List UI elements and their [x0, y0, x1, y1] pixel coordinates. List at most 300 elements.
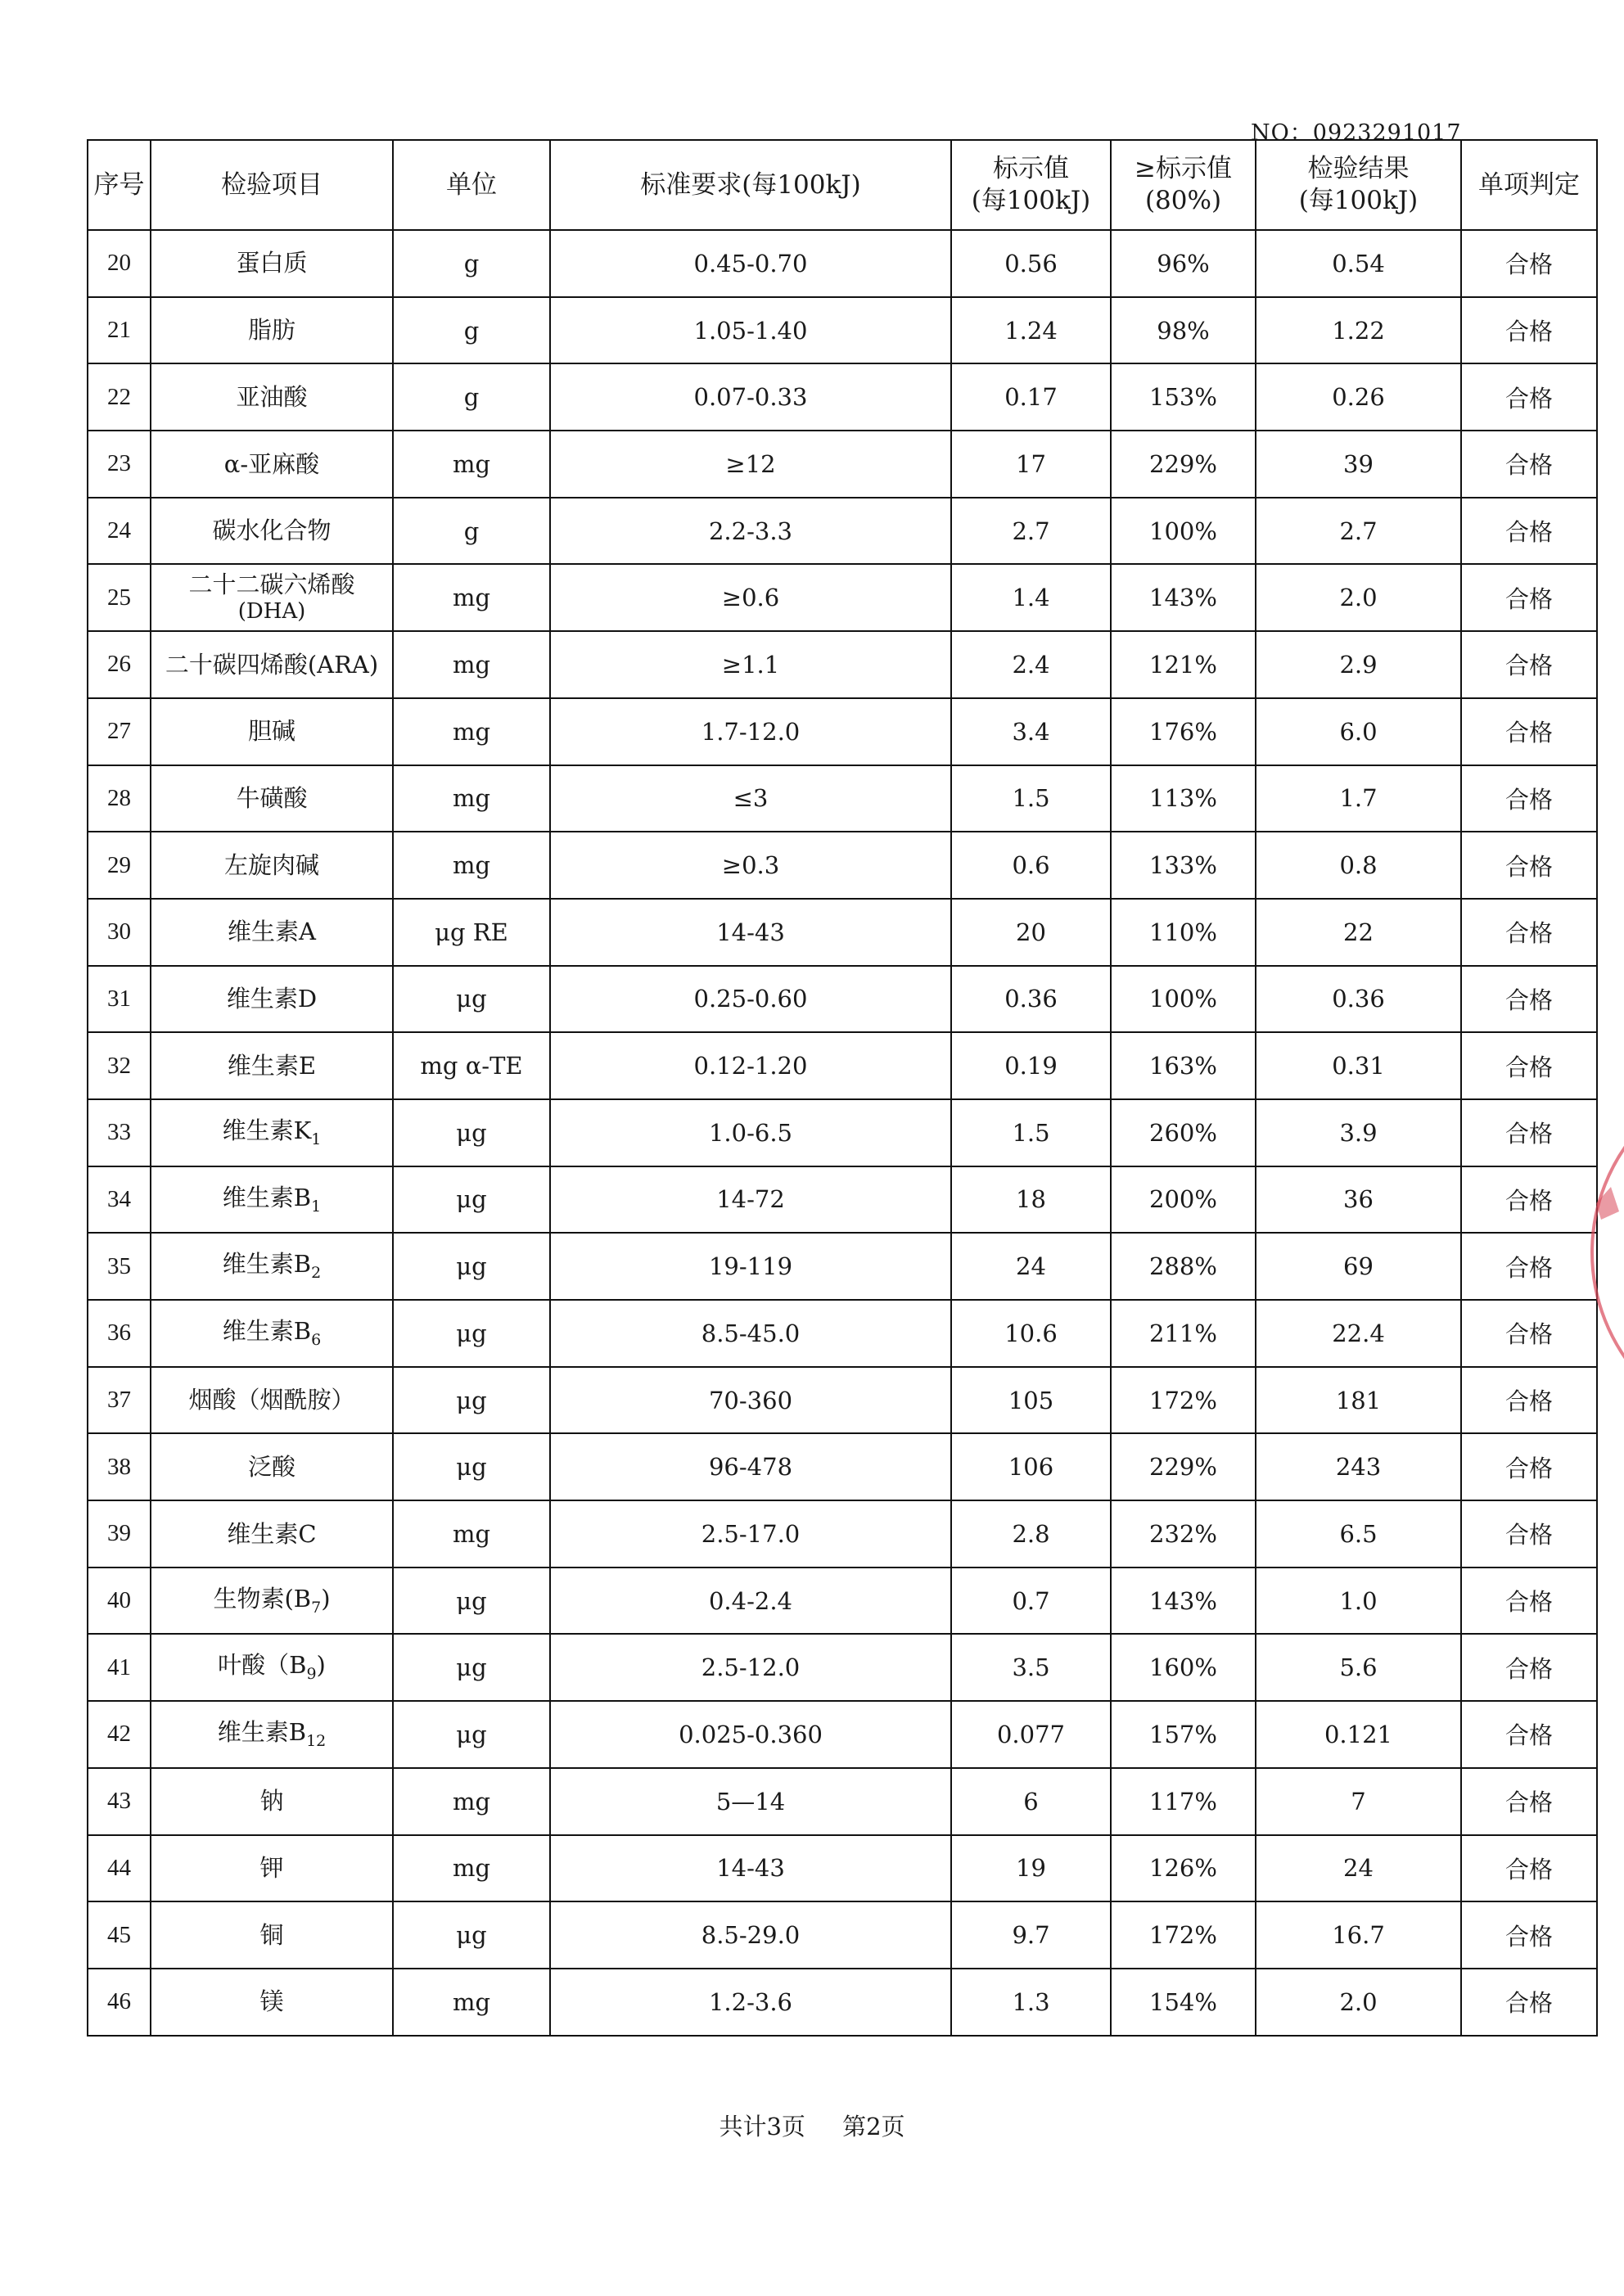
cell-unit: mg [393, 564, 550, 631]
item-name: 维生素B [222, 1183, 312, 1211]
cell-seq: 34 [88, 1166, 151, 1234]
item-suffix: ) [316, 1651, 326, 1680]
cell-claim: 10.6 [951, 1300, 1111, 1367]
cell-verdict: 合格 [1461, 1568, 1597, 1635]
footer-total-pages: 共计3页 [719, 2113, 805, 2140]
table-row [88, 1500, 1597, 1568]
cell-verdict: 合格 [1461, 1969, 1597, 2036]
cell-seq: 37 [88, 1367, 151, 1434]
cell-verdict: 合格 [1461, 297, 1597, 364]
cell-seq: 32 [88, 1032, 151, 1099]
cell-std: ≥1.1 [550, 631, 951, 698]
cell-claim: 2.8 [951, 1500, 1111, 1568]
cell-seq: 38 [88, 1433, 151, 1500]
cell-std: 8.5-29.0 [550, 1901, 951, 1969]
cell-unit: mg [393, 631, 550, 698]
item-name: 蛋白质 [236, 249, 308, 277]
cell-claim: 24 [951, 1233, 1111, 1300]
cell-std: 0.45-0.70 [550, 230, 951, 297]
cell-unit: μg [393, 966, 550, 1033]
table-row [88, 631, 1597, 698]
cell-std: 1.2-3.6 [550, 1969, 951, 2036]
item-name: 左旋肉碱 [223, 850, 319, 879]
header-claim-line1: 标示值 [993, 154, 1069, 184]
item-name: α-亚麻酸 [223, 449, 320, 478]
cell-pct: 126% [1111, 1835, 1256, 1902]
cell-unit: mg [393, 431, 550, 498]
cell-seq: 22 [88, 363, 151, 431]
cell-item [151, 1500, 393, 1568]
cell-seq: 45 [88, 1901, 151, 1969]
page-footer [0, 2109, 1624, 2142]
item-suffix: ) [321, 1584, 331, 1613]
cell-pct: 154% [1111, 1969, 1256, 2036]
item-name: 维生素E [227, 1051, 317, 1080]
seal-fragment [1596, 1187, 1619, 1220]
cell-claim: 20 [951, 899, 1111, 966]
cell-pct: 260% [1111, 1099, 1256, 1166]
table-row [88, 230, 1597, 297]
cell-seq: 36 [88, 1300, 151, 1367]
cell-item [151, 631, 393, 698]
cell-res: 6.0 [1256, 698, 1461, 765]
cell-std: 0.4-2.4 [550, 1568, 951, 1635]
cell-res: 22.4 [1256, 1300, 1461, 1367]
cell-std: 2.2-3.3 [550, 498, 951, 565]
cell-claim: 0.7 [951, 1568, 1111, 1635]
seal-ring [1592, 1080, 1624, 1424]
cell-unit: g [393, 498, 550, 565]
cell-std: 14-43 [550, 899, 951, 966]
item-name: 维生素A [228, 918, 316, 946]
cell-res: 1.0 [1256, 1568, 1461, 1635]
cell-item [151, 1099, 393, 1166]
cell-seq: 33 [88, 1099, 151, 1166]
cell-unit: mg [393, 1969, 550, 2036]
cell-item [151, 431, 393, 498]
cell-pct: 176% [1111, 698, 1256, 765]
cell-res: 181 [1256, 1367, 1461, 1434]
item-name: 钠 [259, 1787, 284, 1816]
cell-seq: 27 [88, 698, 151, 765]
cell-item [151, 1835, 393, 1902]
cell-pct: 232% [1111, 1500, 1256, 1568]
cell-unit: mg [393, 765, 550, 832]
header-result-line2: (每100kJ) [1298, 186, 1419, 215]
cell-unit: μg [393, 1099, 550, 1166]
cell-verdict: 合格 [1461, 631, 1597, 698]
item-subscript: 2 [311, 1264, 322, 1283]
cell-verdict: 合格 [1461, 431, 1597, 498]
item-name: 维生素B [222, 1317, 312, 1346]
cell-verdict: 合格 [1461, 1367, 1597, 1434]
table-row [88, 363, 1597, 431]
cell-item [151, 765, 393, 832]
cell-unit: mg [393, 1835, 550, 1902]
cell-res: 24 [1256, 1835, 1461, 1902]
cell-unit: μg [393, 1367, 550, 1434]
table-row [88, 1568, 1597, 1635]
cell-res: 0.54 [1256, 230, 1461, 297]
cell-pct: 121% [1111, 631, 1256, 698]
cell-seq: 42 [88, 1701, 151, 1768]
item-name: 脂肪 [247, 316, 295, 345]
header-percent-line1: ≥标示值 [1135, 154, 1232, 184]
cell-verdict: 合格 [1461, 1835, 1597, 1902]
cell-unit: μg [393, 1634, 550, 1701]
cell-res: 2.0 [1256, 1969, 1461, 2036]
cell-unit: g [393, 363, 550, 431]
cell-std: 1.05-1.40 [550, 297, 951, 364]
seal-stamp [1580, 1080, 1624, 1424]
cell-std: 2.5-12.0 [550, 1634, 951, 1701]
cell-std: 70-360 [550, 1367, 951, 1434]
cell-verdict: 合格 [1461, 564, 1597, 631]
cell-res: 7 [1256, 1768, 1461, 1835]
table-row [88, 1901, 1597, 1969]
cell-verdict: 合格 [1461, 698, 1597, 765]
cell-item [151, 363, 393, 431]
table-row [88, 832, 1597, 899]
cell-seq: 26 [88, 631, 151, 698]
cell-std: ≥12 [550, 431, 951, 498]
item-name: 维生素D [226, 985, 318, 1013]
cell-pct: 200% [1111, 1166, 1256, 1234]
table-row [88, 498, 1597, 565]
header-claim [951, 140, 1111, 230]
item-name: 维生素K [222, 1116, 312, 1144]
cell-res: 6.5 [1256, 1500, 1461, 1568]
cell-verdict: 合格 [1461, 765, 1597, 832]
header-standard: 标准要求(每100kJ) [550, 140, 951, 230]
cell-claim: 0.17 [951, 363, 1111, 431]
item-name: 泛酸 [247, 1452, 295, 1481]
table-row [88, 297, 1597, 364]
cell-claim: 18 [951, 1166, 1111, 1234]
cell-verdict: 合格 [1461, 1166, 1597, 1234]
cell-verdict: 合格 [1461, 1099, 1597, 1166]
item-name: 维生素B [222, 1250, 312, 1279]
cell-pct: 160% [1111, 1634, 1256, 1701]
cell-claim: 1.24 [951, 297, 1111, 364]
header-verdict: 单项判定 [1461, 140, 1597, 230]
cell-unit: μg [393, 1568, 550, 1635]
cell-item [151, 498, 393, 565]
cell-item [151, 1634, 393, 1701]
cell-verdict: 合格 [1461, 832, 1597, 899]
table-row [88, 1768, 1597, 1835]
cell-seq: 31 [88, 966, 151, 1033]
cell-claim: 3.5 [951, 1634, 1111, 1701]
footer-page-number: 第2页 [842, 2113, 905, 2140]
cell-std: 8.5-45.0 [550, 1300, 951, 1367]
cell-item [151, 1433, 393, 1500]
cell-unit: μg [393, 1300, 550, 1367]
cell-std: ≥0.3 [550, 832, 951, 899]
cell-pct: 172% [1111, 1367, 1256, 1434]
cell-seq: 43 [88, 1768, 151, 1835]
cell-item [151, 564, 393, 631]
header-result-line1: 检验结果 [1307, 154, 1410, 184]
cell-std: 14-43 [550, 1835, 951, 1902]
inspection-table [87, 139, 1598, 2037]
cell-seq: 28 [88, 765, 151, 832]
cell-unit: μg [393, 1233, 550, 1300]
cell-std: 0.12-1.20 [550, 1032, 951, 1099]
cell-pct: 163% [1111, 1032, 1256, 1099]
cell-item [151, 698, 393, 765]
cell-pct: 229% [1111, 431, 1256, 498]
cell-pct: 172% [1111, 1901, 1256, 1969]
cell-verdict: 合格 [1461, 1768, 1597, 1835]
cell-std: ≥0.6 [550, 564, 951, 631]
cell-unit: g [393, 230, 550, 297]
item-subscript: 7 [311, 1598, 322, 1617]
table-row [88, 899, 1597, 966]
cell-seq: 46 [88, 1969, 151, 2036]
header-percent [1111, 140, 1256, 230]
cell-pct: 113% [1111, 765, 1256, 832]
cell-pct: 100% [1111, 498, 1256, 565]
cell-item [151, 1901, 393, 1969]
item-subscript: 1 [311, 1130, 322, 1148]
header-unit: 单位 [393, 140, 550, 230]
cell-verdict: 合格 [1461, 899, 1597, 966]
cell-std: ≤3 [550, 765, 951, 832]
cell-item [151, 1367, 393, 1434]
item-name: 维生素B [217, 1718, 307, 1747]
cell-item [151, 1233, 393, 1300]
item-name: 烟酸（烟酰胺） [188, 1386, 355, 1414]
item-name: 生物素(B [213, 1584, 312, 1613]
cell-claim: 1.5 [951, 1099, 1111, 1166]
cell-std: 5—14 [550, 1768, 951, 1835]
cell-item [151, 1032, 393, 1099]
cell-seq: 24 [88, 498, 151, 565]
table-row [88, 1032, 1597, 1099]
cell-res: 0.26 [1256, 363, 1461, 431]
table-header-row [88, 140, 1597, 230]
cell-claim: 1.5 [951, 765, 1111, 832]
header-result [1256, 140, 1461, 230]
cell-item [151, 899, 393, 966]
table-row [88, 1433, 1597, 1500]
cell-unit: μg [393, 1901, 550, 1969]
cell-seq: 39 [88, 1500, 151, 1568]
item-name-line2: (DHA) [237, 599, 306, 625]
cell-item [151, 1969, 393, 2036]
cell-unit: mg [393, 1500, 550, 1568]
cell-item [151, 1701, 393, 1768]
cell-res: 0.36 [1256, 966, 1461, 1033]
cell-res: 2.0 [1256, 564, 1461, 631]
cell-claim: 0.077 [951, 1701, 1111, 1768]
item-name: 钾 [259, 1853, 284, 1882]
cell-claim: 0.6 [951, 832, 1111, 899]
cell-item [151, 1768, 393, 1835]
cell-seq: 20 [88, 230, 151, 297]
cell-pct: 110% [1111, 899, 1256, 966]
cell-item [151, 230, 393, 297]
cell-claim: 0.19 [951, 1032, 1111, 1099]
table-row [88, 1701, 1597, 1768]
cell-verdict: 合格 [1461, 363, 1597, 431]
cell-std: 0.025-0.360 [550, 1701, 951, 1768]
cell-pct: 98% [1111, 297, 1256, 364]
cell-verdict: 合格 [1461, 1701, 1597, 1768]
cell-seq: 25 [88, 564, 151, 631]
cell-verdict: 合格 [1461, 1032, 1597, 1099]
cell-res: 5.6 [1256, 1634, 1461, 1701]
table-row [88, 1233, 1597, 1300]
table-row [88, 1634, 1597, 1701]
item-name: 二十碳四烯酸(ARA) [165, 650, 379, 679]
cell-res: 39 [1256, 431, 1461, 498]
cell-verdict: 合格 [1461, 1500, 1597, 1568]
cell-pct: 96% [1111, 230, 1256, 297]
cell-unit: mg [393, 1768, 550, 1835]
cell-res: 36 [1256, 1166, 1461, 1234]
table-row [88, 1099, 1597, 1166]
cell-verdict: 合格 [1461, 1233, 1597, 1300]
cell-seq: 44 [88, 1835, 151, 1902]
cell-res: 0.31 [1256, 1032, 1461, 1099]
cell-item [151, 297, 393, 364]
table-row [88, 1969, 1597, 2036]
cell-item [151, 832, 393, 899]
cell-seq: 29 [88, 832, 151, 899]
item-name: 牛磺酸 [236, 783, 308, 812]
cell-item [151, 1300, 393, 1367]
cell-claim: 1.3 [951, 1969, 1111, 2036]
item-name: 二十二碳六烯酸 [188, 571, 355, 599]
cell-pct: 229% [1111, 1433, 1256, 1500]
cell-item [151, 1568, 393, 1635]
cell-unit: μg [393, 1701, 550, 1768]
cell-claim: 3.4 [951, 698, 1111, 765]
cell-res: 1.22 [1256, 297, 1461, 364]
cell-unit: μg [393, 1433, 550, 1500]
table-row [88, 431, 1597, 498]
cell-pct: 143% [1111, 1568, 1256, 1635]
cell-claim: 105 [951, 1367, 1111, 1434]
cell-res: 22 [1256, 899, 1461, 966]
cell-std: 19-119 [550, 1233, 951, 1300]
cell-res: 2.9 [1256, 631, 1461, 698]
table-row [88, 1835, 1597, 1902]
item-name: 亚油酸 [236, 382, 308, 411]
cell-verdict: 合格 [1461, 1300, 1597, 1367]
cell-unit: μg [393, 1166, 550, 1234]
table-row [88, 1300, 1597, 1367]
cell-claim: 2.4 [951, 631, 1111, 698]
cell-res: 69 [1256, 1233, 1461, 1300]
cell-pct: 100% [1111, 966, 1256, 1033]
cell-claim: 106 [951, 1433, 1111, 1500]
header-item: 检验项目 [151, 140, 393, 230]
cell-seq: 30 [88, 899, 151, 966]
cell-claim: 1.4 [951, 564, 1111, 631]
cell-unit: mg [393, 698, 550, 765]
table-row [88, 765, 1597, 832]
table-row [88, 564, 1597, 631]
cell-pct: 157% [1111, 1701, 1256, 1768]
cell-pct: 133% [1111, 832, 1256, 899]
cell-std: 1.7-12.0 [550, 698, 951, 765]
cell-std: 1.0-6.5 [550, 1099, 951, 1166]
cell-claim: 6 [951, 1768, 1111, 1835]
header-claim-line2: (每100kJ) [971, 186, 1091, 215]
cell-seq: 23 [88, 431, 151, 498]
item-name: 叶酸（B [218, 1651, 307, 1680]
cell-unit: μg RE [393, 899, 550, 966]
cell-seq: 41 [88, 1634, 151, 1701]
cell-std: 14-72 [550, 1166, 951, 1234]
cell-pct: 143% [1111, 564, 1256, 631]
cell-verdict: 合格 [1461, 1433, 1597, 1500]
cell-verdict: 合格 [1461, 1634, 1597, 1701]
cell-seq: 40 [88, 1568, 151, 1635]
item-name: 维生素C [227, 1519, 317, 1548]
cell-unit: mg [393, 832, 550, 899]
cell-res: 0.8 [1256, 832, 1461, 899]
cell-claim: 9.7 [951, 1901, 1111, 1969]
item-name: 镁 [259, 1987, 284, 2016]
cell-std: 2.5-17.0 [550, 1500, 951, 1568]
cell-item [151, 1166, 393, 1234]
item-subscript: 6 [311, 1330, 322, 1349]
header-percent-line2: (80%) [1144, 186, 1222, 215]
table-row [88, 1367, 1597, 1434]
report-number: NO：0923291017 [1251, 120, 1462, 146]
cell-pct: 117% [1111, 1768, 1256, 1835]
table-row [88, 1166, 1597, 1234]
cell-pct: 211% [1111, 1300, 1256, 1367]
cell-claim: 0.56 [951, 230, 1111, 297]
cell-pct: 153% [1111, 363, 1256, 431]
header-seq: 序号 [88, 140, 151, 230]
cell-claim: 2.7 [951, 498, 1111, 565]
cell-unit: mg α-TE [393, 1032, 550, 1099]
cell-verdict: 合格 [1461, 1901, 1597, 1969]
cell-verdict: 合格 [1461, 230, 1597, 297]
item-subscript: 12 [306, 1731, 327, 1750]
cell-claim: 0.36 [951, 966, 1111, 1033]
cell-res: 3.9 [1256, 1099, 1461, 1166]
table-row [88, 966, 1597, 1033]
cell-unit: g [393, 297, 550, 364]
cell-res: 1.7 [1256, 765, 1461, 832]
cell-res: 243 [1256, 1433, 1461, 1500]
cell-std: 0.25-0.60 [550, 966, 951, 1033]
cell-res: 2.7 [1256, 498, 1461, 565]
table-body [88, 230, 1597, 2036]
item-name: 胆碱 [247, 717, 295, 746]
cell-claim: 19 [951, 1835, 1111, 1902]
cell-item [151, 966, 393, 1033]
cell-verdict: 合格 [1461, 966, 1597, 1033]
item-name: 碳水化合物 [212, 516, 332, 545]
table-row [88, 698, 1597, 765]
cell-seq: 21 [88, 297, 151, 364]
cell-res: 0.121 [1256, 1701, 1461, 1768]
item-subscript: 1 [311, 1197, 322, 1216]
item-name: 铜 [259, 1920, 284, 1949]
cell-std: 96-478 [550, 1433, 951, 1500]
cell-verdict: 合格 [1461, 498, 1597, 565]
cell-claim: 17 [951, 431, 1111, 498]
cell-seq: 35 [88, 1233, 151, 1300]
